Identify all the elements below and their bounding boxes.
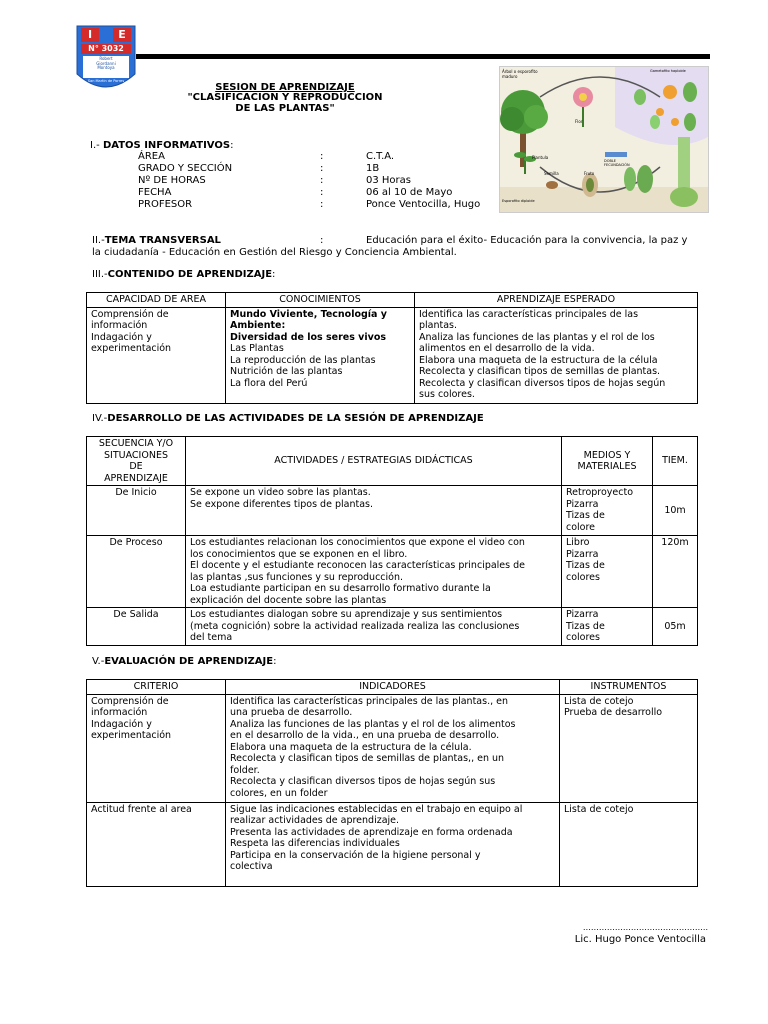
logo-text-1: Robert — [99, 56, 113, 61]
indicador-line: realizar actividades de aprendizaje. — [230, 815, 400, 826]
secuencia-header-line: SECUENCIA Y/O — [98, 438, 174, 449]
datos-label: ÁREA — [138, 151, 165, 162]
instrumento-line: Lista de cotejo — [564, 695, 634, 707]
medio-line: Retroproyecto — [566, 487, 634, 498]
actividad-line: Loa estudiante participan en su desarrollo formativo durante la — [190, 583, 491, 594]
secuencia-header-line: SITUACIONES — [104, 449, 168, 461]
evaluacion-table — [86, 679, 698, 887]
datos-value: C.T.A. — [366, 151, 395, 162]
tiempo-cell: 10m — [653, 486, 698, 536]
actividades-cell — [186, 608, 562, 646]
criterio-line: información — [91, 707, 148, 718]
section1-title: DATOS INFORMATIVOS — [102, 140, 231, 151]
logo-letter-e: E — [118, 28, 126, 41]
table-row — [87, 608, 698, 646]
actividad-line: del tema — [190, 632, 233, 643]
plant-cycle-illustration — [500, 67, 708, 212]
diagram-label-flower: Flor — [575, 119, 583, 124]
datos-sep: : — [320, 163, 324, 174]
indicador-line: Sigue las indicaciones establecidas en el trabajo en equipo al — [230, 803, 523, 815]
indicador-line: Identifica las características principales de las plantas., en — [230, 695, 509, 707]
session-title: SESION DE APRENDIZAJE — [215, 82, 355, 93]
logo-line-2: SMP — [102, 75, 110, 79]
col-actividades: ACTIVIDADES / ESTRATEGIAS DIDÁCTICAS — [186, 437, 562, 486]
instrumento-line: Prueba de desarrollo — [564, 707, 663, 718]
aprendizaje-line: Recolecta y clasifican tipos de semillas de plantas. — [419, 366, 661, 377]
section3-colon: : — [272, 269, 276, 280]
section2-num: II.- — [92, 235, 105, 246]
conocimiento-bold: Mundo Viviente, Tecnología y — [230, 308, 387, 320]
session-title-line2: DE LAS PLANTAS" — [235, 103, 335, 114]
indicador-line: Analiza las funciones de las plantas y el rol de los alimentos — [230, 718, 516, 730]
section4-title: DESARROLLO DE LAS ACTIVIDADES DE LA SESIÓN DE APRENDIZAJE — [107, 413, 484, 424]
actividad-line: (meta cognición) sobre la actividad realizada realiza las conclusiones — [190, 620, 520, 632]
conocimientos-cell — [226, 307, 415, 403]
secuencia-header-line: APRENDIZAJE — [104, 472, 168, 484]
logo-number: N° 3032 — [88, 44, 124, 53]
aprendizaje-line: Recolecta y clasifican diversos tipos de hojas según — [419, 377, 666, 389]
medios-cell — [562, 536, 653, 608]
indicador-line: Respeta las diferencias individuales — [230, 838, 400, 849]
criterio-line: experimentación — [91, 730, 172, 741]
medios-header-line: MATERIALES — [577, 461, 637, 472]
section2-value-line1: Educación para el éxito- Educación para la convivencia, la paz y — [366, 235, 688, 246]
secuencia-cell: De Proceso — [87, 536, 186, 608]
secuencia-cell: De Inicio — [87, 486, 186, 536]
indicador-line: Elabora una maqueta de la estructura de la célula. — [230, 741, 472, 753]
datos-list — [138, 151, 508, 211]
medios-cell — [562, 486, 653, 536]
section5-heading — [92, 656, 276, 668]
medio-line: Tizas de — [566, 560, 605, 571]
table-row — [87, 486, 698, 536]
logo-letter-i: I — [87, 28, 93, 41]
table-row — [87, 802, 698, 886]
indicador-line: Participa en la conservación de la higiene personal y — [230, 849, 481, 861]
col-criterio: CRITERIO — [87, 680, 226, 695]
col-capacidad: CAPACIDAD DE AREA — [87, 293, 226, 308]
instrumento-line: Lista de cotejo — [564, 803, 634, 815]
actividad-line: Los estudiantes relacionan los conocimientos que expone el video con — [190, 537, 525, 548]
capacidad-cell — [87, 307, 226, 403]
datos-value: 1B — [366, 163, 380, 174]
col-aprendizaje: APRENDIZAJE ESPERADO — [415, 293, 698, 308]
aprendizaje-line: Elabora una maqueta de la estructura de la célula — [419, 354, 658, 366]
diagram-label-seedling: Plantula — [532, 155, 549, 160]
datos-row-grado — [138, 163, 508, 175]
actividad-line: los conocimientos que se exponen en el libro. — [190, 548, 408, 560]
aprendizaje-line: sus colores. — [419, 389, 475, 400]
diagram-label-tree: Árbol o esporofito maduro — [502, 69, 538, 79]
datos-row-area — [138, 151, 508, 163]
aprendizaje-line: alimentos en el desarrollo de la vida. — [419, 343, 595, 354]
section1-num: I.- — [90, 140, 100, 151]
indicador-line: en el desarrollo de la vida., en una prueba de desarrollo. — [230, 730, 500, 741]
session-title-line1: "CLASIFICACION Y REPRODUCCION — [187, 92, 383, 103]
datos-sep: : — [320, 151, 324, 162]
conocimiento-item: Las Plantas — [230, 343, 284, 354]
actividades-table — [86, 436, 698, 646]
aprendizaje-line: Identifica las características principales de las — [419, 308, 639, 320]
instrumentos-cell — [560, 694, 698, 802]
datos-label: FECHA — [138, 187, 172, 198]
datos-sep: : — [320, 199, 324, 210]
indicador-line: Presenta las actividades de aprendizaje en forma ordenada — [230, 826, 513, 838]
conocimiento-item: La reproducción de las plantas — [230, 354, 376, 366]
school-logo — [75, 24, 137, 98]
col-indicadores: INDICADORES — [226, 680, 560, 695]
indicador-line: colores, en un folder — [230, 787, 328, 799]
section5-title: EVALUACIÓN DE APRENDIZAJE — [104, 656, 274, 667]
section2-label: TEMA TRANSVERSAL — [104, 235, 221, 246]
actividad-line: Los estudiantes dialogan sobre su aprendizaje y sus sentimientos — [190, 609, 503, 620]
col-conocimientos: CONOCIMIENTOS — [226, 293, 415, 308]
datos-row-horas — [138, 175, 508, 187]
logo-line-1: Villa Marcelita — [93, 71, 119, 75]
col-medios — [562, 437, 653, 486]
col-tiempo: TIEM. — [653, 437, 698, 486]
diagram-label-fruit: Fruto — [584, 171, 595, 176]
table-row — [87, 694, 698, 802]
tiempo-cell: 120m — [653, 536, 698, 608]
conocimiento-item: La flora del Perú — [230, 377, 308, 389]
aprendizaje-cell — [415, 307, 698, 403]
section3-title: CONTENIDO DE APRENDIZAJE — [107, 269, 273, 280]
section2 — [92, 235, 712, 259]
diagram-label-seed: Semilla — [544, 171, 559, 176]
indicador-line: colectiva — [230, 861, 273, 872]
actividad-line: Se expone diferentes tipos de plantas. — [190, 498, 373, 510]
datos-value: Ponce Ventocilla, Hugo — [366, 199, 481, 210]
medio-line: Libro — [566, 537, 590, 548]
col-instrumentos: INSTRUMENTOS — [560, 680, 698, 695]
section4-heading — [92, 413, 484, 425]
indicadores-cell — [226, 694, 560, 802]
logo-text-2: Giordanni — [96, 60, 116, 66]
logo-text — [83, 57, 129, 71]
medio-line: colores — [566, 632, 600, 643]
medios-cell — [562, 608, 653, 646]
actividades-cell — [186, 486, 562, 536]
medio-line: Tizas de — [566, 620, 605, 632]
criterio-line: Comprensión de — [91, 695, 169, 707]
aprendizaje-line: Analiza las funciones de las plantas y el rol de los — [419, 331, 655, 343]
indicador-line: Recolecta y clasifican tipos de semillas de plantas,, en un — [230, 753, 505, 764]
aprendizaje-line: plantas. — [419, 320, 458, 331]
secuencia-cell: De Salida — [87, 608, 186, 646]
medio-line: Tizas de — [566, 510, 605, 521]
conocimiento-item: Nutrición de las plantas — [230, 366, 343, 377]
criterio-cell — [87, 694, 226, 802]
criterio-line: Actitud frente al area — [91, 803, 192, 815]
actividad-line: las plantas ,sus funciones y su reproducción. — [190, 571, 404, 583]
signature-name: Lic. Hugo Ponce Ventocilla — [574, 934, 706, 945]
actividades-cell — [186, 536, 562, 608]
section4-num: IV.- — [92, 413, 108, 424]
capacidad-line: Comprensión de — [91, 308, 169, 320]
medio-line: Pizarra — [566, 548, 599, 560]
logo-line-3: San Martin de Porres — [87, 79, 125, 83]
datos-value: 03 Horas — [366, 175, 411, 186]
logo-lines — [85, 71, 127, 83]
indicador-line: folder. — [230, 764, 260, 776]
conocimiento-bold: Ambiente: — [230, 320, 286, 331]
criterio-cell — [87, 802, 226, 886]
capacidad-line: experimentación — [91, 343, 172, 354]
diagram-label-gametophyte: Gametofito haploide — [650, 69, 686, 73]
datos-label: GRADO Y SECCIÓN — [138, 163, 233, 174]
section2-sep: : — [320, 235, 324, 246]
datos-sep: : — [320, 187, 324, 198]
section1-colon: : — [230, 140, 234, 151]
datos-label: PROFESOR — [138, 199, 193, 210]
contenido-table — [86, 292, 698, 404]
datos-sep: : — [320, 175, 324, 186]
indicadores-cell — [226, 802, 560, 886]
instrumentos-cell — [560, 802, 698, 886]
datos-row-profesor — [138, 199, 508, 211]
capacidad-line: Indagación y — [91, 331, 152, 343]
signature-dots: ……………………………………….. — [582, 923, 708, 932]
medio-line: Pizarra — [566, 609, 599, 620]
actividad-line: Se expone un video sobre las plantas. — [190, 487, 371, 498]
medio-line: colore — [566, 521, 596, 533]
medios-header-line: MEDIOS Y — [583, 449, 631, 461]
datos-label: Nº DE HORAS — [138, 175, 206, 186]
actividad-line: explicación del docente sobre las plantas — [190, 594, 387, 606]
medio-line: colores — [566, 571, 600, 583]
section3-heading — [92, 269, 275, 281]
indicador-line: una prueba de desarrollo. — [230, 707, 353, 718]
diagram-label-sporophyte: Esporofito diploide — [502, 199, 535, 203]
section3-num: III.- — [92, 269, 108, 280]
table-row — [87, 536, 698, 608]
plant-life-cycle-diagram — [499, 66, 709, 213]
datos-row-fecha — [138, 187, 508, 199]
medio-line: Pizarra — [566, 498, 599, 510]
tiempo-cell: 05m — [653, 608, 698, 646]
datos-value: 06 al 10 de Mayo — [366, 187, 453, 198]
diagram-label-fertilization: DOBLE FECUNDACIÓN — [604, 159, 630, 167]
header-bar — [136, 54, 710, 59]
col-secuencia — [87, 437, 186, 486]
indicador-line: Recolecta y clasifican diversos tipos de hojas según sus — [230, 776, 496, 787]
capacidad-line: información — [91, 320, 148, 331]
criterio-line: Indagación y — [91, 718, 152, 730]
logo-text-3: Montoya — [97, 65, 115, 70]
conocimiento-bold: Diversidad de los seres vivos — [230, 331, 386, 343]
section5-colon: : — [273, 656, 277, 667]
section5-num: V.- — [92, 656, 105, 667]
section2-value-line2: la ciudadanía - Educación en Gestión del Riesgo y Conciencia Ambiental. — [92, 247, 457, 258]
actividad-line: El docente y el estudiante reconocen las características principales de — [190, 560, 525, 571]
secuencia-header-line: DE — [129, 461, 143, 472]
